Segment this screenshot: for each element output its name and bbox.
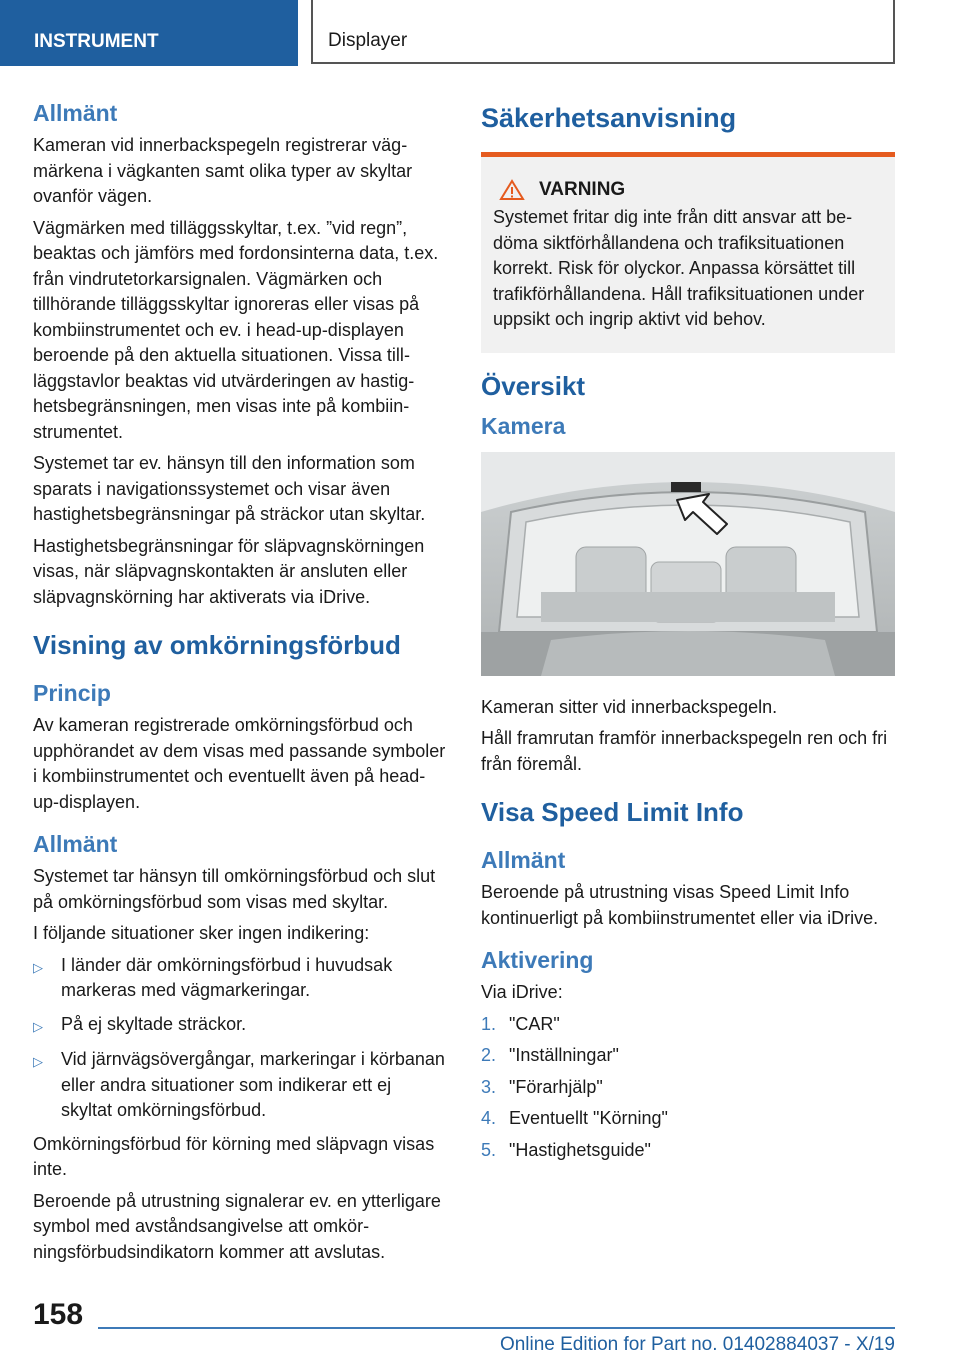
triangle-bullet-icon: ▷ xyxy=(33,1018,43,1034)
warning-text: Systemet fritar dig inte från ditt ansvar att bedöma siktförhållandena och trafiksituationen korrekt. Risk för olyckor. Anpassa körsättet till trafikförhållandena. Håll trafiksituationen under uppsikt och ingrip aktivt vid behov. xyxy=(493,207,865,329)
warning-box xyxy=(481,152,895,353)
heading-allmant: Allmänt xyxy=(33,100,118,126)
heading-allmant: Allmänt xyxy=(33,831,118,857)
list-item: 4. Eventuellt "Körning" xyxy=(481,1108,668,1128)
list-item: 1. "CAR" xyxy=(481,1013,560,1034)
warning-triangle-icon xyxy=(499,179,525,201)
paragraph: Vägmärken med tilläggsskyltar, t.ex. ”vid regn”, beaktas och jämförs med fordonsinterna data, t.ex. från vindrutetorkarsignalen. Vägmärken och tillhörande tilläggsskyltar ignoreras eller visas på kombiinstrumentet och ev. i head-up-displayen beroende på den aktuella situationen. Vissa tillläggstavlor beaktas vid utvärderingen av hastighetsbegränsningen, men visas inte på kombiinstrumentet. xyxy=(33,217,439,442)
camera-location-figure xyxy=(481,452,895,676)
heading-visa-speed-limit-info: Visa Speed Limit Info xyxy=(481,797,744,827)
heading-aktivering: Aktivering xyxy=(481,947,594,973)
paragraph: Kameran sitter vid innerbackspegeln. xyxy=(481,696,778,717)
heading-kamera: Kamera xyxy=(481,412,566,439)
paragraph: Beroende på utrustning visas Speed Limit Info kontinuerligt på kombiinstrumentet eller via iDrive. xyxy=(481,882,879,928)
paragraph: Hastighetsbegränsningar för släpvagnskörningen visas, när släpvagnskontakten är ansluten eller släpvagnskörning har aktiverats via iDrive. xyxy=(33,535,425,607)
section-title: Displayer xyxy=(311,0,895,64)
footer-divider xyxy=(98,1327,895,1329)
section-tab: INSTRUMENT xyxy=(0,0,298,66)
warning-title: VARNING xyxy=(539,179,626,200)
footer-edition: Online Edition for Part no. 01402884037 - X/19 xyxy=(499,1334,895,1355)
paragraph: Kameran vid innerbackspegeln registrerar vägmärkena i vägkanten samt olika typer av skyltar ovanför vägen. xyxy=(33,135,413,206)
paragraph: I följande situationer sker ingen indikering: xyxy=(33,923,370,943)
list-item: ▷ Vid järnvägsövergångar, markeringar i körbanan eller andra situationer som indikerar ett ej skyltat omkörningsförbud. xyxy=(33,1047,447,1124)
paragraph: Systemet tar ev. hänsyn till den information som sparats i navigationssystemet och visar även hastighetsbegränsningar på sträckor utan skyltar. xyxy=(33,453,426,524)
list-item: 3. "Förarhjälp" xyxy=(481,1076,603,1097)
list-item: ▷ I länder där omkörningsförbud i huvudsak markeras med vägmarkeringar. xyxy=(33,953,447,1004)
triangle-bullet-icon: ▷ xyxy=(33,1054,43,1069)
page-number: 158 xyxy=(33,1298,84,1331)
triangle-bullet-icon: ▷ xyxy=(33,959,43,975)
list-item: 5. "Hastighetsguide" xyxy=(481,1139,651,1160)
paragraph: Av kameran registrerade omkörningsförbud och upphörandet av dem visas med passande symboler i kombiinstrumentet och eventuellt även på head-up-displayen. xyxy=(33,715,446,812)
left-column xyxy=(33,98,447,1271)
right-column xyxy=(481,98,895,1169)
paragraph: Systemet tar hänsyn till omkörningsförbud och slut på omkörningsförbud som visas med skyltar. xyxy=(33,866,436,912)
paragraph: Håll framrutan framför innerbackspegeln ren och fri från föremål. xyxy=(481,728,888,774)
heading-allmant: Allmänt xyxy=(481,847,566,873)
list-item: 2. "Inställningar" xyxy=(481,1045,619,1065)
heading-sakerhetsanvisning: Säkerhetsanvisning xyxy=(481,103,737,133)
list-item: ▷ På ej skyltade sträckor. xyxy=(33,1012,447,1040)
heading-oversikt: Översikt xyxy=(481,370,586,401)
heading-visning: Visning av omkörningsförbud xyxy=(33,630,401,660)
paragraph: Omkörningsförbud för körning med släpvagn visas inte. xyxy=(33,1133,435,1179)
paragraph: Via iDrive: xyxy=(481,982,563,1002)
heading-princip: Princip xyxy=(33,680,111,706)
bullet-list xyxy=(33,953,447,1124)
paragraph: Beroende på utrustning signalerar ev. en ytterligare symbol med avståndsangivelse att omkörningsförbudsindikatorn kommer att avslutas. xyxy=(33,1190,441,1262)
step-list xyxy=(481,1012,895,1164)
